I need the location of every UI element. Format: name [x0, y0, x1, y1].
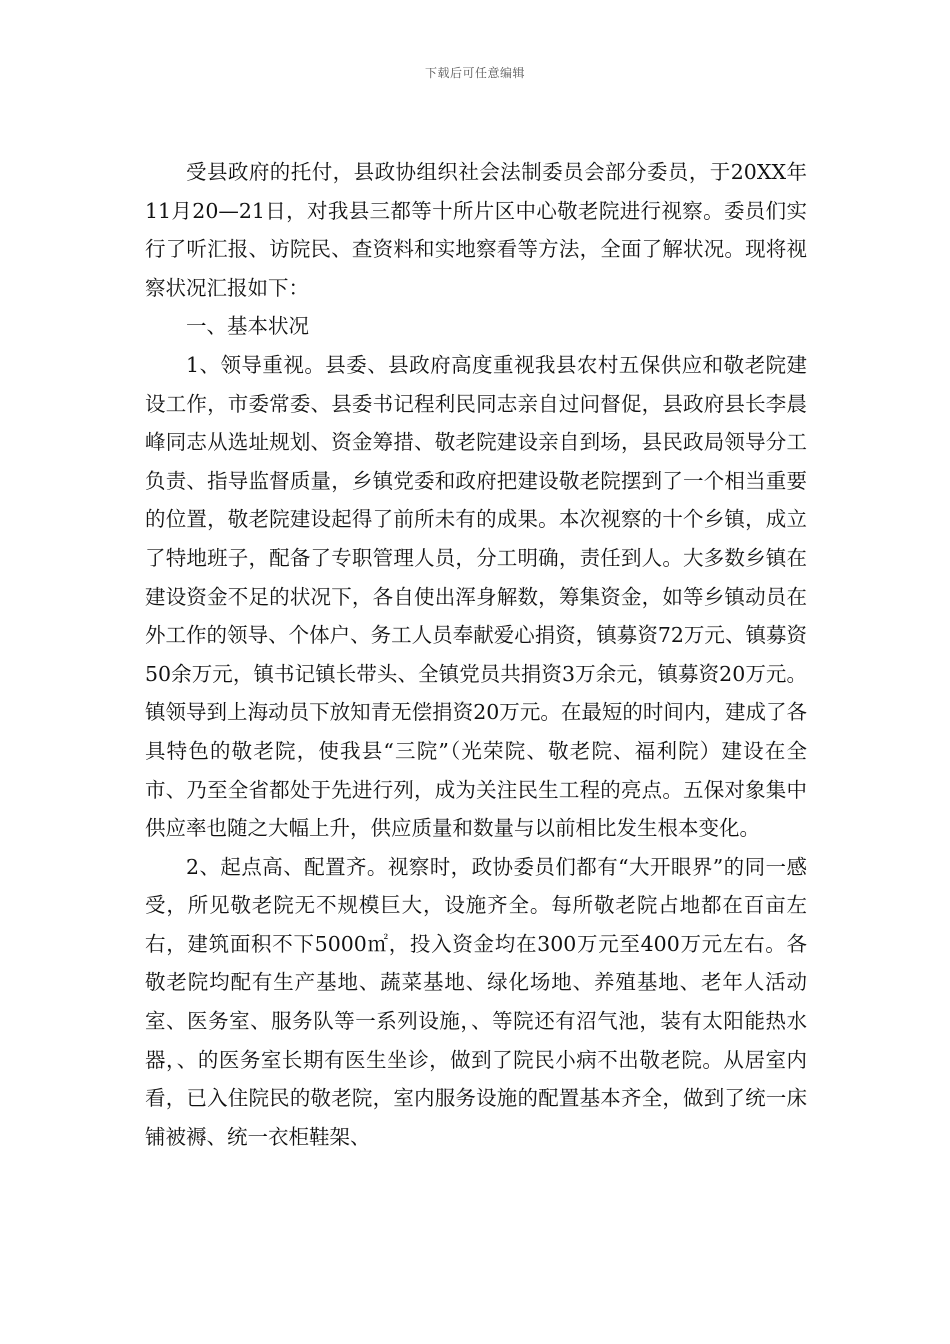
header-note: 下载后可任意编辑 [424, 66, 525, 80]
paragraph-leadership: 1、领导重视。县委、县政府高度重视我县农村五保供应和敬老院建设工作，市委常委、县委书记程利民同志亲自过问督促，县政府县长李晨峰同志从选址规划、资金筹措、敬老院建设亲自到场，县民政局领导分工负责、指导监督质量，乡镇党委和政府把建设敬老院摆到了一个相当重要的位置，敬老院建设起得了前所未有的成果。本次视察的十个乡镇，成立了特地班子，配备了专职管理人员，分工明确，责任到人。大多数乡镇在建设资金不足的状况下，各自使出浑身解数，筹集资金，如等乡镇动员在外工作的领导、个体户、务工人员奉献爱心捐资，镇募资72万元、镇募资50余万元，镇书记镇长带头、全镇党员共捐资3万余元，镇募资20万元。镇领导到上海动员下放知青无偿捐资20万元。在最短的时间内，建成了各具特色的敬老院，使我县“三院”（光荣院、敬老院、福利院）建设在全市、乃至全省都处于先进行列，成为关注民生工程的亮点。五保对象集中供应率也随之大幅上升，供应质量和数量与以前相比发生根本变化。 [145, 352, 807, 841]
section-heading: 一、基本状况 [186, 314, 309, 339]
paragraph-facilities: 2、起点高、配置齐。视察时，政协委员们都有“大开眼界”的同一感受，所见敬老院无不规模巨大，设施齐全。每所敬老院占地都在百亩左右，建筑面积不下5000㎡，投入资金均在300万元至400万元左右。各敬老院均配有生产基地、蔬菜基地、绿化场地、养殖基地、老年人活动室、医务室、服务队等一系列设施，、等院还有沼气池，装有太阳能热水器，、的医务室长期有医生坐诊，做到了院民小病不出敬老院。从居室内看，已入住院民的敬老院，室内服务设施的配置基本齐全，做到了统一床铺被褥、统一衣柜鞋架、 [145, 854, 807, 1149]
document-body [145, 153, 807, 1156]
paragraph-intro: 受县政府的托付，县政协组织社会法制委员会部分委员，于20XX年11月20—21日，对我县三都等十所片区中心敬老院进行视察。委员们实行了听汇报、访院民、查资料和实地察看等方法，全面了解状况。现将视察状况汇报如下： [145, 160, 807, 300]
